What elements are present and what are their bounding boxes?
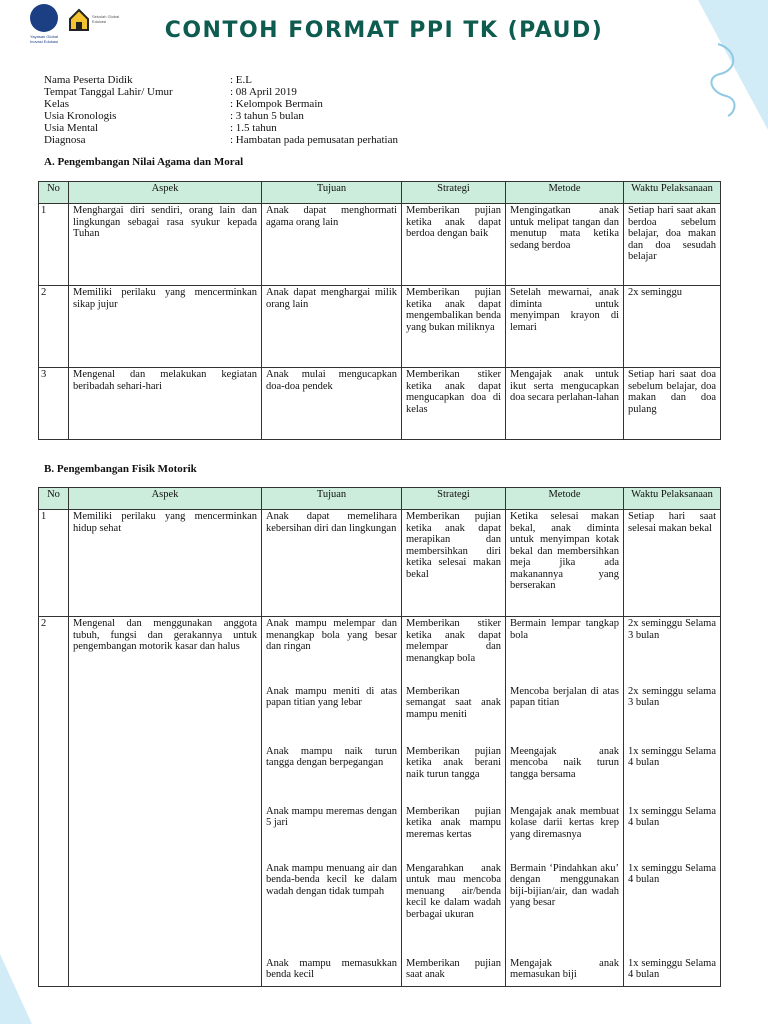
table-row [39,204,721,286]
info-label: Tempat Tanggal Lahir/ Umur [44,86,173,98]
cell-aspek: Menghargai diri sendiri, orang lain dan lingkungan sebagai rasa syukur kepada Tuhan [69,204,262,286]
section-a-title: A. Pengembangan Nilai Agama dan Moral [44,156,244,168]
header-strategi: Strategi [402,182,506,204]
cell-aspek [69,805,262,862]
cell-tujuan: Anak dapat memelihara kebersihan diri dan lingkungan [262,510,402,617]
cell-aspek: Memiliki perilaku yang mencerminkan hidup sehat [69,510,262,617]
cell-tujuan: Anak mampu meremas dengan 5 jari [262,805,402,862]
cell-no [39,745,69,805]
header-no: No [39,182,69,204]
cell-aspek [69,745,262,805]
header-tujuan: Tujuan [262,488,402,510]
section-a-table [38,181,721,440]
info-label: Nama Peserta Didik [44,74,133,86]
cell-waktu: 2x seminggu [624,286,721,368]
cell-no: 3 [39,368,69,440]
cell-metode: Mencoba berjalan di atas papan titian [506,685,624,745]
header-aspek: Aspek [69,488,262,510]
info-label: Usia Mental [44,122,99,134]
cell-waktu: 1x seminggu Selama 4 bulan [624,745,721,805]
header-strategi: Strategi [402,488,506,510]
cell-tujuan: Anak mulai mengucapkan doa-doa pendek [262,368,402,440]
cell-metode: Ketika selesai makan bekal, anak diminta untuk menyimpan kotak bekal dan membersihkan meja jika ada makanannya yang berserakan [506,510,624,617]
table-row [39,617,721,685]
cell-waktu: Setiap hari saat selesai makan bekal [624,510,721,617]
cell-no [39,805,69,862]
cell-tujuan: Anak dapat menghormati agama orang lain [262,204,402,286]
cell-strategi: Memberikan pujian ketika anak dapat berdoa dengan baik [402,204,506,286]
cell-aspek: Mengenal dan menggunakan anggota tubuh, fungsi dan gerakannya untuk pengembangan motorik kasar dan halus [69,617,262,685]
cell-waktu: 2x seminggu selama 3 bulan [624,685,721,745]
table-row [39,685,721,745]
info-label: Usia Kronologis [44,110,117,122]
table-header-row [39,182,721,204]
cell-waktu: 1x seminggu Selama 4 bulan [624,957,721,987]
cell-waktu: Setiap hari saat doa sebelum belajar, doa makan dan doa pulang [624,368,721,440]
cell-strategi: Memberikan stiker ketika anak dapat melempar dan menangkap bola [402,617,506,685]
student-info [44,74,398,146]
cell-strategi: Mengarahkan anak untuk mau mencoba menuang air/benda kecil ke dalam wadah berbagai ukuran [402,862,506,957]
swirl-decoration [688,40,748,120]
cell-metode: Mengajak anak memasukan biji [506,957,624,987]
info-value: : Hambatan pada pemusatan perhatian [230,134,398,146]
cell-metode: Bermain ‘Pindahkan aku’ dengan menggunakan biji-bijian/air, dan wadah yang besar [506,862,624,957]
info-row [44,122,398,134]
cell-aspek: Mengenal dan melakukan kegiatan beribadah sehari-hari [69,368,262,440]
cell-waktu: Setiap hari saat akan berdoa sebelum belajar, doa makan dan doa sesudah belajar [624,204,721,286]
section-b-title: B. Pengembangan Fisik Motorik [44,463,197,475]
cell-tujuan: Anak mampu melempar dan menangkap bola yang besar dan ringan [262,617,402,685]
table-row [39,805,721,862]
info-value: : Kelompok Bermain [230,98,323,110]
table-row [39,368,721,440]
cell-no [39,957,69,987]
cell-no: 2 [39,617,69,685]
cell-metode: Bermain lempar tangkap bola [506,617,624,685]
info-row [44,134,398,146]
cell-strategi: Memberikan stiker ketika anak dapat mengucapkan doa di kelas [402,368,506,440]
info-value: : 3 tahun 5 bulan [230,110,304,122]
cell-tujuan: Anak mampu menuang air dan benda-benda kecil ke dalam wadah dengan tidak tumpah [262,862,402,957]
header-no: No [39,488,69,510]
cell-waktu: 2x seminggu Selama 3 bulan [624,617,721,685]
cell-metode: Setelah mewarnai, anak diminta untuk menyimpan krayon di lemari [506,286,624,368]
header-aspek: Aspek [69,182,262,204]
header-tujuan: Tujuan [262,182,402,204]
info-label: Kelas [44,98,70,110]
cell-waktu: 1x seminggu Selama 4 bulan [624,862,721,957]
table-row [39,862,721,957]
cell-tujuan: Anak mampu naik turun tangga dengan berpegangan [262,745,402,805]
cell-metode: Meengajak anak mencoba naik turun tangga bersama [506,745,624,805]
cell-strategi: Memberikan semangat saat anak mampu meniti [402,685,506,745]
cell-metode: Mengingatkan anak untuk melipat tangan dan menutup mata ketika sedang berdoa [506,204,624,286]
table-row [39,957,721,987]
cell-aspek [69,685,262,745]
cell-aspek [69,957,262,987]
info-row [44,74,398,86]
header-metode: Metode [506,488,624,510]
table-row [39,745,721,805]
cell-tujuan: Anak mampu memasukkan benda kecil [262,957,402,987]
page-title: CONTOH FORMAT PPI TK (PAUD) [164,18,604,43]
cell-aspek: Memiliki perilaku yang mencerminkan sikap jujur [69,286,262,368]
section-b-table [38,487,721,987]
cell-no [39,685,69,745]
table-row [39,286,721,368]
cell-metode: Mengajak anak membuat kolase darii kertas krep yang diremasnya [506,805,624,862]
info-row [44,110,398,122]
cell-strategi: Memberikan pujian ketika anak berani naik turun tangga [402,745,506,805]
school-logo-caption: Sekolah Global Edukasi [92,14,120,24]
cell-aspek [69,862,262,957]
foundation-logo-caption: Yayasan Global Inovasi Edukasi [29,34,58,44]
info-row [44,86,398,98]
cell-no: 2 [39,286,69,368]
cell-strategi: Memberikan pujian ketika anak dapat merapikan dan membersihkan diri ketika selesai makan bekal [402,510,506,617]
info-row [44,98,398,110]
header-waktu: Waktu Pelaksanaan [624,488,721,510]
table-header-row [39,488,721,510]
info-label: Diagnosa [44,134,86,146]
info-value: : 08 April 2019 [230,86,297,98]
cell-strategi: Memberikan pujian ketika anak dapat mengembalikan benda yang bukan miliknya [402,286,506,368]
cell-no: 1 [39,510,69,617]
cell-tujuan: Anak dapat menghargai milik orang lain [262,286,402,368]
cell-no: 1 [39,204,69,286]
cell-metode: Mengajak anak untuk ikut serta mengucapkan doa secara perlahan-lahan [506,368,624,440]
cell-waktu: 1x seminggu Selama 4 bulan [624,805,721,862]
cell-strategi: Memberikan pujian saat anak [402,957,506,987]
corner-decoration [0,954,32,1024]
cell-tujuan: Anak mampu meniti di atas papan titian yang lebar [262,685,402,745]
info-value: : E.L [230,74,252,86]
table-row [39,510,721,617]
header-waktu: Waktu Pelaksanaan [624,182,721,204]
info-value: : 1.5 tahun [230,122,277,134]
cell-strategi: Memberikan pujian ketika anak mampu meremas kertas [402,805,506,862]
header-metode: Metode [506,182,624,204]
cell-no [39,862,69,957]
